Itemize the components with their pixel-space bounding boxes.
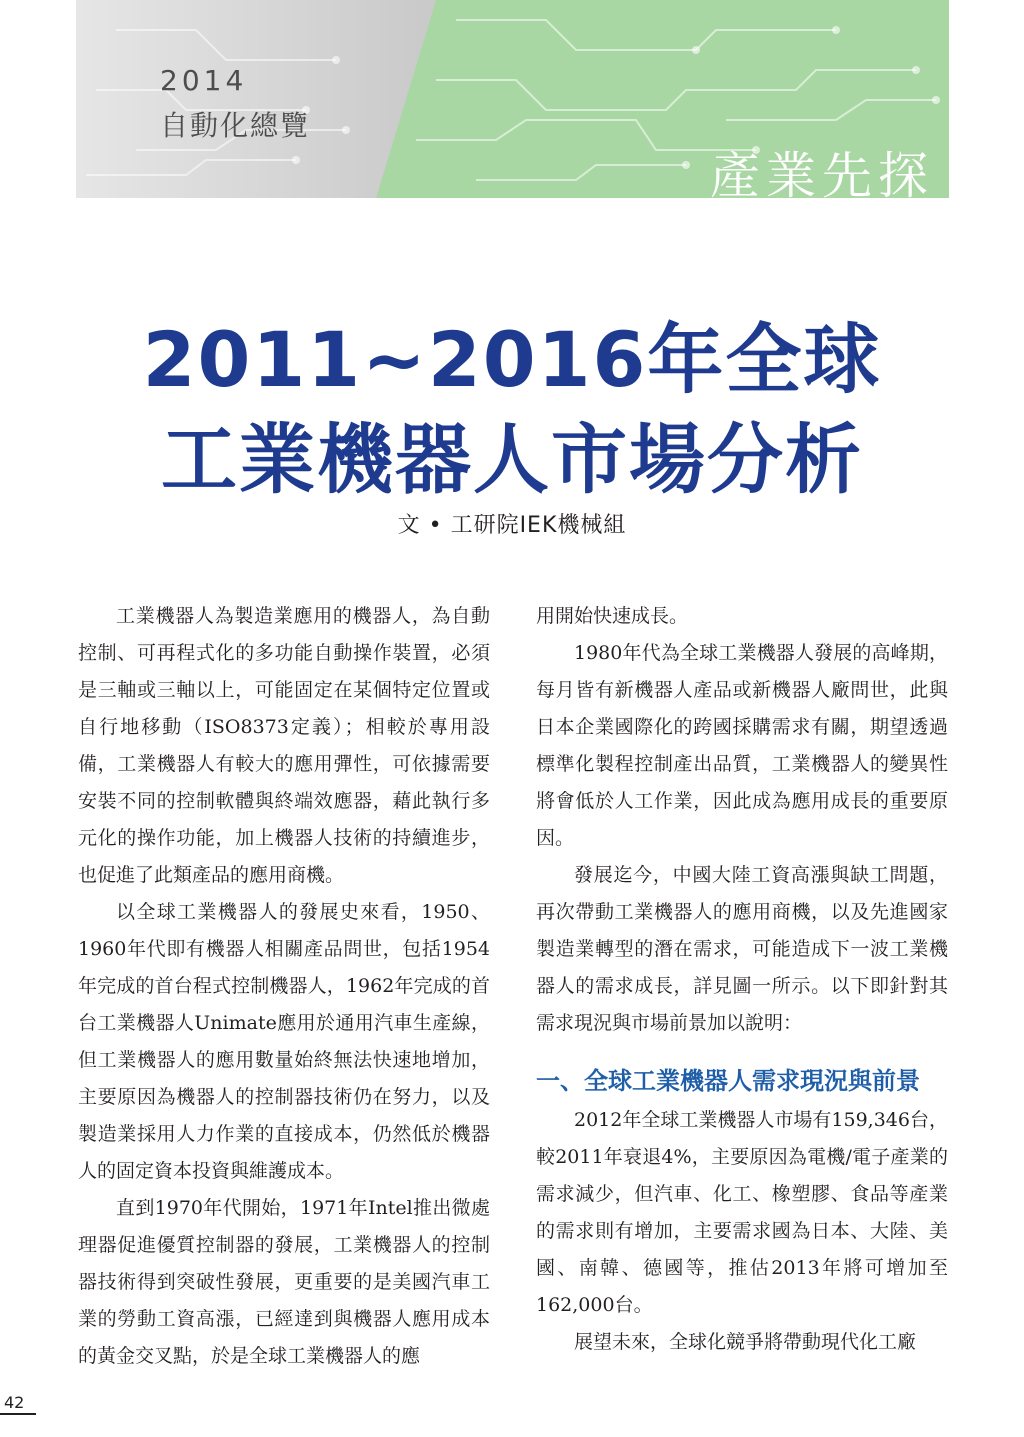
paragraph: 發展迄今，中國大陸工資高漲與缺工問題，再次帶動工業機器人的應用商機，以及先進國家製造業轉型的潛在需求，可能造成下一波工業機器人的需求成長，詳見圖一所示。以下即針對其需求現況與市場前景加以說明：: [536, 864, 948, 1034]
body-column-left: [78, 598, 490, 1375]
article-title-line1: 2011~2016年全球: [142, 315, 882, 404]
paragraph: 工業機器人為製造業應用的機器人，為自動控制、可再程式化的多功能自動操作裝置，必須是三軸或三軸以上，可能固定在某個特定位置或自行地移動（ISO8373定義）；相較於專用設備，工業機器人有較大的應用彈性，可依據需要安裝不同的控制軟體與終端效應器，藉此執行多元化的操作功能，加上機器人技術的持續進步，也促進了此類產品的應用商機。: [78, 605, 490, 886]
page-number-rule: [0, 1413, 36, 1415]
section-heading: 一、全球工業機器人需求現況與前景: [536, 1067, 920, 1095]
article-title-line2: 工業機器人市場分析: [161, 415, 863, 504]
article-byline: 文 • 工研院IEK機械組: [397, 513, 627, 538]
page-number: 42: [4, 1393, 25, 1412]
paragraph: 以全球工業機器人的發展史來看，1950、1960年代即有機器人相關產品問世，包括1954年完成的首台程式控制機器人，1962年完成的首台工業機器人Unimate應用於通用汽車生產線，但工業機器人的應用數量始終無法快速地增加，主要原因為機器人的控制器技術仍在努力，以及製造業採用人力作業的直接成本，仍然低於機器人的固定資本投資與維護成本。: [78, 901, 490, 1182]
paragraph: 直到1970年代開始，1971年Intel推出微處理器促進優質控制器的發展，工業機器人的控制器技術得到突破性發展，更重要的是美國汽車工業的勞動工資高漲，已經達到與機器人應用成本的黃金交叉點，於是全球工業機器人的應: [78, 1197, 490, 1367]
paragraph: 展望未來，全球化競爭將帶動現代化工廠: [574, 1331, 917, 1353]
paragraph-continued: 用開始快速成長。: [536, 605, 689, 627]
paragraph: 1980年代為全球工業機器人發展的高峰期，每月皆有新機器人產品或新機器人廠問世，此與日本企業國際化的跨國採購需求有關，期望透過標準化製程控制產出品質，工業機器人的變異性將會低於人工作業，因此成為應用成長的重要原因。: [536, 642, 948, 849]
paragraph: 2012年全球工業機器人市場有159,346台，較2011年衰退4%，主要原因為電機/電子產業的需求減少，但汽車、化工、橡塑膠、食品等產業的需求則有增加，主要需求國為日本、大陸、美國、南韓、德國等，推估2013年將可增加至162,000台。: [536, 1109, 948, 1316]
section-label: 產業先探: [710, 147, 934, 205]
header-year: 2014: [160, 64, 248, 97]
body-column-right: [536, 598, 948, 1361]
header-subtitle: 自動化總覽: [160, 109, 311, 142]
